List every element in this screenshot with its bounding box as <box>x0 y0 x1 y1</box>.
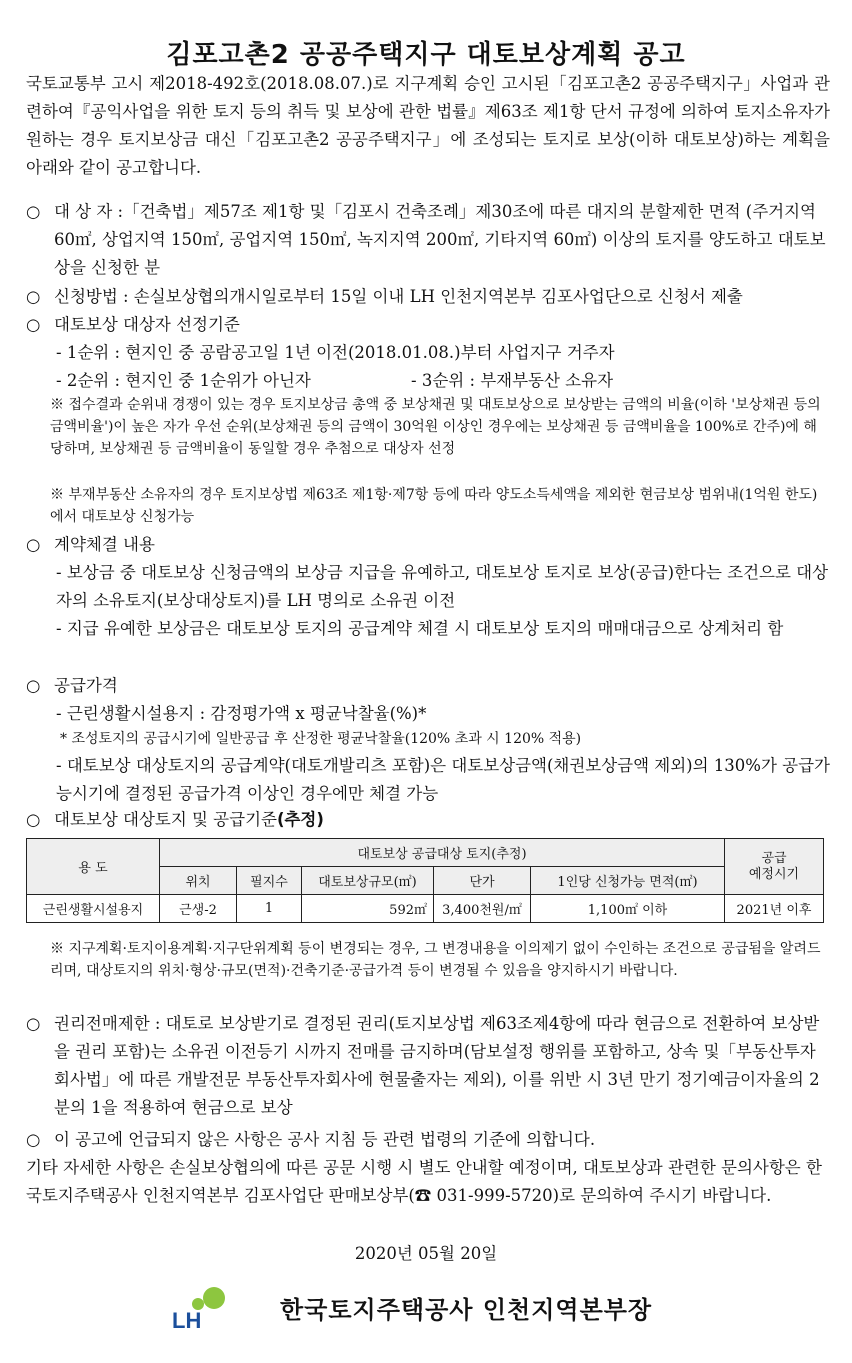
table-header-time: 공급 예정시기 <box>725 839 824 895</box>
lh-logo <box>170 1284 230 1334</box>
land-heading-estimate: (추정) <box>276 810 324 829</box>
bullet-circle: ○ <box>26 1014 41 1033</box>
price-item1: - 근린생활시설용지 : 감정평가액 x 평균낙찰율(%)* <box>56 704 427 723</box>
section-contract-heading <box>26 531 830 559</box>
criteria-rank1: - 1순위 : 현지인 중 공람공고일 1년 이전(2018.01.08.)부터 사업지구 거주자 <box>56 343 615 362</box>
table-subheader: 대토보상규모(㎡) <box>302 867 434 895</box>
supply-table <box>26 838 824 923</box>
table-header-use: 용 도 <box>27 839 160 895</box>
bullet-circle: ○ <box>26 676 41 695</box>
contract-item2: - 지급 유예한 보상금은 대토보상 토지의 공급계약 체결 시 대토보상 토지의 매매대금으로 상계처리 함 <box>56 619 784 638</box>
contract-heading: 계약체결 내용 <box>54 535 155 554</box>
notice-title: 김포고촌2 공공주택지구 대토보상계획 공고 <box>166 40 686 70</box>
table-row <box>27 895 824 923</box>
bullet-circle: ○ <box>26 810 41 829</box>
section-misc <box>26 1126 830 1154</box>
section-criteria-heading <box>26 311 830 339</box>
section-land-heading <box>26 806 830 834</box>
section-method <box>26 283 830 311</box>
contract-item1: - 보상금 중 대토보상 신청금액의 보상금 지급을 유예하고, 대토보상 토지로 보상(공급)한다는 조건으로 대상자의 소유토지(보상대상토지)를 LH 명의로 소유권 이전 <box>56 563 829 610</box>
method-text: 신청방법 : 손실보상협의개시일로부터 15일 이내 LH 인천지역본부 김포사업단으로 신청서 제출 <box>54 287 743 306</box>
misc-text: 이 공고에 언급되지 않은 사항은 공사 지침 등 관련 법령의 기준에 의합니다. <box>54 1130 596 1149</box>
criteria-rank2: - 2순위 : 현지인 중 1순위가 아닌자 <box>56 371 311 390</box>
table-cell: 근생-2 <box>160 895 237 923</box>
issuer-signature: 한국토지주택공사 인천지역본부장 <box>280 1296 653 1324</box>
table-subheader: 필지수 <box>237 867 302 895</box>
criteria-rank3: - 3순위 : 부재부동산 소유자 <box>411 371 614 390</box>
bullet-circle: ○ <box>26 1130 41 1149</box>
bullet-circle: ○ <box>26 287 41 306</box>
table-cell: 1 <box>237 895 302 923</box>
table-header-group: 대토보상 공급대상 토지(추정) <box>160 839 725 867</box>
price-item2: - 대토보상 대상토지의 공급계약(대토개발리츠 포함)은 대토보상금액(채권보상금액 제외)의 130%가 공급가능시기에 결정된 공급가격 이상인 경우에만 체결 가능 <box>56 756 830 803</box>
criteria-note2: ※ 부재부동산 소유자의 경우 토지보상법 제63조 제1항·제7항 등에 따라 양도소득세액을 제외한 현금보상 범위내(1억원 한도)에서 대토보상 신청가능 <box>50 487 818 525</box>
lh-logo-text: LH <box>172 1308 202 1333</box>
land-heading: 대토보상 대상토지 및 공급기준 <box>54 810 277 829</box>
price-note: * 조성토지의 공급시기에 일반공급 후 산정한 평균낙찰율(120% 초과 시 120% 적용) <box>60 731 582 747</box>
criteria-rank-row <box>56 367 832 395</box>
notice-date: 2020년 05월 20일 <box>354 1244 498 1263</box>
bullet-circle: ○ <box>26 202 41 221</box>
table-subheader: 단가 <box>434 867 531 895</box>
table-subheader: 위치 <box>160 867 237 895</box>
criteria-heading: 대토보상 대상자 선정기준 <box>54 315 240 334</box>
table-cell: 3,400천원/㎡ <box>434 895 531 923</box>
table-cell: 2021년 이후 <box>725 895 824 923</box>
section-target <box>26 198 830 282</box>
price-heading: 공급가격 <box>54 676 118 695</box>
intro-paragraph: 국토교통부 고시 제2018-492호(2018.08.07.)로 지구계획 승인 고시된「김포고촌2 공공주택지구」사업과 관련하여『공익사업을 위한 토지 등의 취득 및 보상에 관한 법률』제63조 제1항 단서 규정에 의하여 토지소유자가 원하는 경우 토지보상금 대신「김포고촌2 공공주택지구」에 조성되는 토지로 보상(이하 대토보상)하는 계획을 아래와 같이 공고합니다. <box>26 74 830 177</box>
land-note: ※ 지구계획·토지이용계획·지구단위계획 등이 변경되는 경우, 그 변경내용을 이의제기 없이 수인하는 조건으로 공급됨을 알려드리며, 대상토지의 위치·형상·규모(면적)·건축기준·공급가격 등이 변경될 수 있음을 양지하시기 바랍니다. <box>50 941 821 979</box>
bullet-circle: ○ <box>26 535 41 554</box>
bullet-circle: ○ <box>26 315 41 334</box>
section-resale <box>26 1010 830 1122</box>
closing-paragraph: 기타 자세한 사항은 손실보상협의에 따른 공문 시행 시 별도 안내할 예정이며, 대토보상과 관련한 문의사항은 한국토지주택공사 인천지역본부 김포사업단 판매보상부(☎ 031-999-5720)로 문의하여 주시기 바랍니다. <box>26 1158 822 1205</box>
table-cell: 근린생활시설용지 <box>27 895 160 923</box>
criteria-note1: ※ 접수결과 순위내 경쟁이 있는 경우 토지보상금 총액 중 보상채권 및 대토보상으로 보상받는 금액의 비율(이하 '보상채권 등의 금액비율')이 높은 자가 우선 순위(보상채권 등의 금액이 30억원 이상인 경우에는 보상채권 등 금액비율을 100%로 간주)에 해당하며, 보상채권 등 금액비율이 동일할 경우 추첨으로 대상자 선정 <box>50 397 821 457</box>
table-cell: 1,100㎡ 이하 <box>531 895 725 923</box>
resale-text: 권리전매제한 : 대토로 보상받기로 결정된 권리(토지보상법 제63조제4항에 따라 현금으로 전환하여 보상받을 권리 포함)는 소유권 이전등기 시까지 전매를 금지하며(담보설정 행위를 포함하고, 상속 및「부동산투자회사법」에 따른 개발전문 부동산투자회사에 현물출자는 제외), 이를 위반 시 3년 만기 정기예금이자율의 2분의 1을 적용하여 현금으로 보상 <box>54 1014 820 1117</box>
target-text: 대 상 자 :「건축법」제57조 제1항 및「김포시 건축조례」제30조에 따른 대지의 분할제한 면적 (주거지역 60㎡, 상업지역 150㎡, 공업지역 150㎡, 녹지지역 200㎡, 기타지역 60㎡) 이상의 토지를 양도하고 대토보상을 신청한 분 <box>54 202 826 277</box>
table-cell: 592㎡ <box>302 895 434 923</box>
table-subheader: 1인당 신청가능 면적(㎡) <box>531 867 725 895</box>
section-price-heading <box>26 672 830 700</box>
